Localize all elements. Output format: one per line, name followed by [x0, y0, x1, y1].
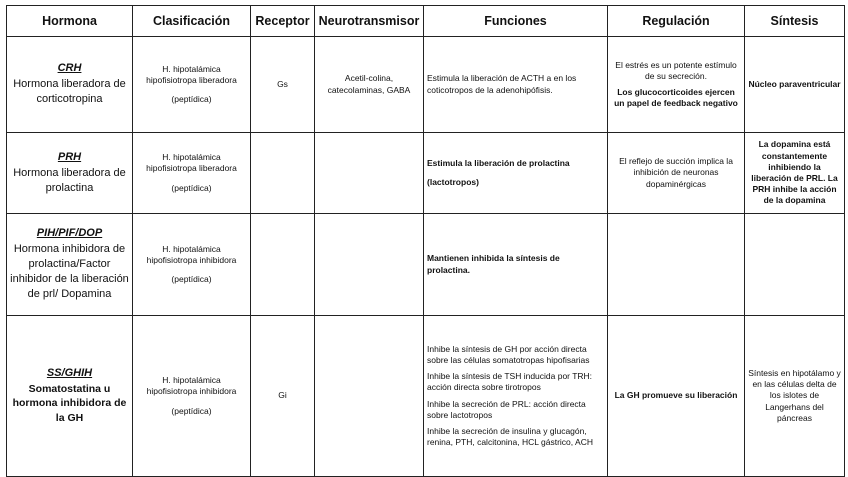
receptor-cell	[251, 214, 315, 316]
table-row-ss	[7, 316, 845, 477]
hormone-cell	[7, 37, 133, 133]
receptor-cell	[251, 133, 315, 214]
hormone-name: Somatostatina u hormona inhibidora de la GH	[12, 383, 127, 424]
neurotransmitter-cell	[315, 214, 424, 316]
table-row-pih	[7, 214, 845, 316]
regulation-cell	[608, 214, 745, 316]
classification-type: (peptídica)	[171, 94, 212, 105]
function-item: Inhibe la secreción de PRL: acción directa sobre lactotropos	[427, 398, 586, 420]
header-hormona: Hormona	[7, 6, 133, 37]
receptor-cell: Gs	[251, 37, 315, 133]
function-item: Estimula la liberación de ACTH a en los coticotropos de la adenohipófisis.	[427, 73, 577, 95]
table-row-prh	[7, 133, 845, 214]
functions-cell	[424, 133, 608, 214]
header-receptor: Receptor	[251, 6, 315, 37]
regulation-item: El estrés es un potente estímulo de su secreción.	[615, 59, 737, 81]
function-item: Estimula la liberación de prolactina	[427, 157, 570, 168]
classification-type: (peptídica)	[171, 182, 212, 193]
functions-cell	[424, 316, 608, 477]
hormone-name: Hormona liberadora de prolactina	[13, 166, 126, 194]
regulation-cell	[608, 316, 745, 477]
header-row	[7, 6, 845, 37]
functions-cell	[424, 37, 608, 133]
function-item: Mantienen inhibida la síntesis de prolactina.	[427, 253, 560, 275]
classification-text: H. hipotalámica hipofisiotropa liberadora	[146, 152, 237, 174]
receptor-cell: Gi	[251, 316, 315, 477]
neurotransmitter-cell	[315, 316, 424, 477]
hormone-abbr: CRH	[57, 62, 82, 75]
synthesis-cell	[745, 214, 845, 316]
synthesis-cell: Síntesis en hipotálamo y en las células delta de los islotes de Langerhans del páncreas	[745, 316, 845, 477]
header-clasificacion: Clasificación	[133, 6, 251, 37]
hormone-table	[6, 5, 845, 477]
synthesis-cell: Núcleo paraventricular	[745, 37, 845, 133]
hormone-cell	[7, 214, 133, 316]
function-item: (lactotropos)	[427, 177, 479, 187]
classification-cell	[133, 133, 251, 214]
regulation-item: Los glucocorticoides ejercen un papel de feedback negativo	[614, 87, 738, 109]
classification-type: (peptídica)	[171, 405, 212, 416]
hormone-name: Hormona liberadora de corticotropina	[13, 78, 126, 105]
table-row-crh	[7, 37, 845, 133]
function-item: Inhibe la síntesis de TSH inducida por TRH: acción directa sobre tirotropos	[427, 371, 593, 393]
classification-cell	[133, 214, 251, 316]
regulation-cell	[608, 133, 745, 214]
synthesis-cell: La dopamina está constantemente inhibiendo la liberación de PRL. La PRH inhibe la acción de la dopamina	[745, 133, 845, 214]
hormone-cell	[7, 133, 133, 214]
classification-text: H. hipotalámica hipofisiotropa inhibidora	[146, 375, 237, 397]
header-neurotransmisor: Neurotransmisor	[315, 6, 424, 37]
classification-cell	[133, 37, 251, 133]
classification-text: H. hipotalámica hipofisiotropa liberadora	[146, 63, 237, 85]
hormone-cell	[7, 316, 133, 477]
hormone-abbr: PRH	[57, 150, 82, 163]
regulation-item: La GH promueve su liberación	[614, 390, 738, 401]
header-sintesis: Síntesis	[745, 6, 845, 37]
function-item: Inhibe la secreción de insulina y glucagón, renina, PTH, calcitonina, HCL gástrico, ACH	[427, 425, 593, 448]
neurotransmitter-cell: Acetil-colina, catecolaminas, GABA	[315, 37, 424, 133]
classification-type: (peptídica)	[171, 274, 212, 285]
header-regulacion: Regulación	[608, 6, 745, 37]
regulation-cell	[608, 37, 745, 133]
classification-cell	[133, 316, 251, 477]
classification-text: H. hipotalámica hipofisiotropa inhibidora	[146, 243, 237, 265]
functions-cell	[424, 214, 608, 316]
hormone-name: Hormona inhibidora de prolactina/Factor inhibidor de la liberación de prl/ Dopamina	[10, 243, 129, 300]
neurotransmitter-cell	[315, 133, 424, 214]
hormone-abbr: PIH/PIF/DOP	[36, 227, 103, 240]
function-item: Inhibe la síntesis de GH por acción directa sobre las células somatotropas hipofisarias	[427, 343, 590, 365]
header-funciones: Funciones	[424, 6, 608, 37]
regulation-item: El reflejo de succión implica la inhibición de neuronas dopaminérgicas	[619, 156, 733, 189]
hormone-abbr: SS/GHIH	[46, 367, 93, 380]
